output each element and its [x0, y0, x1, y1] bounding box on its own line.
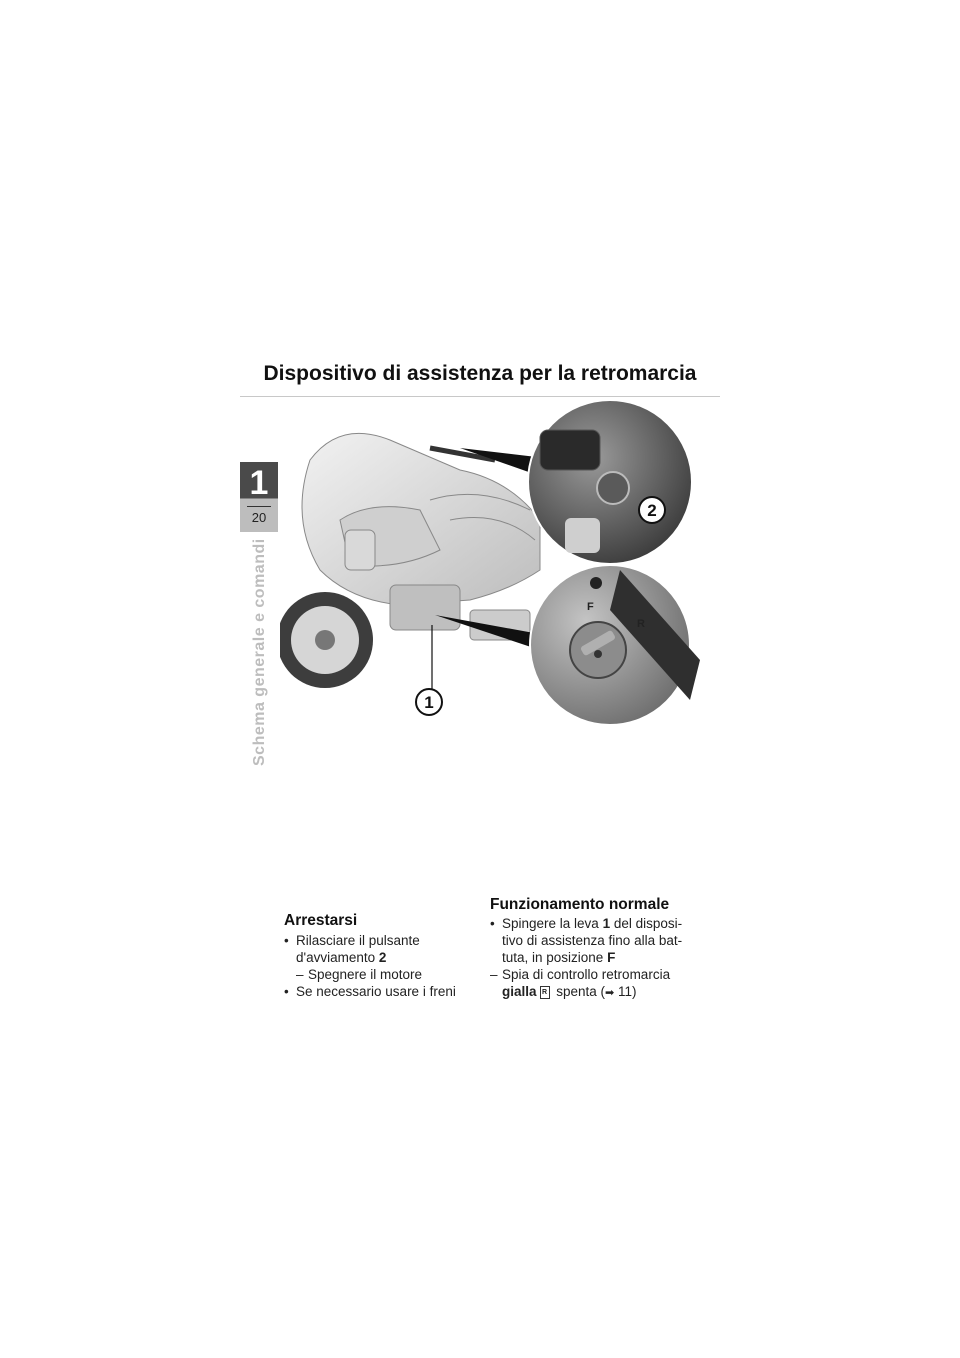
starter-button-inset	[528, 400, 692, 564]
chapter-number: 1	[249, 464, 269, 502]
section-label: Schema generale e comandi	[251, 538, 268, 766]
chapter-divider	[247, 506, 271, 507]
lever-inset	[530, 565, 700, 725]
list-item: – Spegnere il motore	[296, 967, 423, 982]
funzionamento-list	[490, 915, 702, 1002]
chapter-tab	[240, 462, 278, 532]
heading-arrestarsi: Arrestarsi	[284, 912, 358, 929]
page-number: 20	[251, 510, 267, 525]
title-divider	[240, 396, 720, 397]
callout-2: 2	[647, 501, 657, 520]
reverse-indicator-icon: R	[540, 986, 550, 999]
list-item: – Spia di controllo retromarcia gialla R spenta (➡ 11)	[490, 967, 671, 999]
heading-funzionamento-normale: Funzionamento normale	[490, 896, 670, 913]
list-item: • Spingere la leva 1 del disposi-tivo di assistenza fino alla bat-tuta, in posizione F	[490, 916, 683, 965]
arrestarsi-list	[284, 932, 480, 1000]
callout-1: 1	[424, 693, 434, 712]
arrow-right-icon: ➡	[605, 987, 615, 999]
front-wheel	[280, 592, 373, 688]
position-forward-label: F	[587, 601, 594, 613]
position-reverse-label: R	[637, 618, 645, 630]
page-title: Dispositivo di assistenza per la retromarcia	[263, 362, 697, 385]
list-item: • Rilasciare il pulsante d'avviamento 2	[284, 933, 420, 965]
motorcycle-illustration	[280, 400, 700, 730]
list-item: • Se necessario usare i freni	[284, 984, 456, 999]
